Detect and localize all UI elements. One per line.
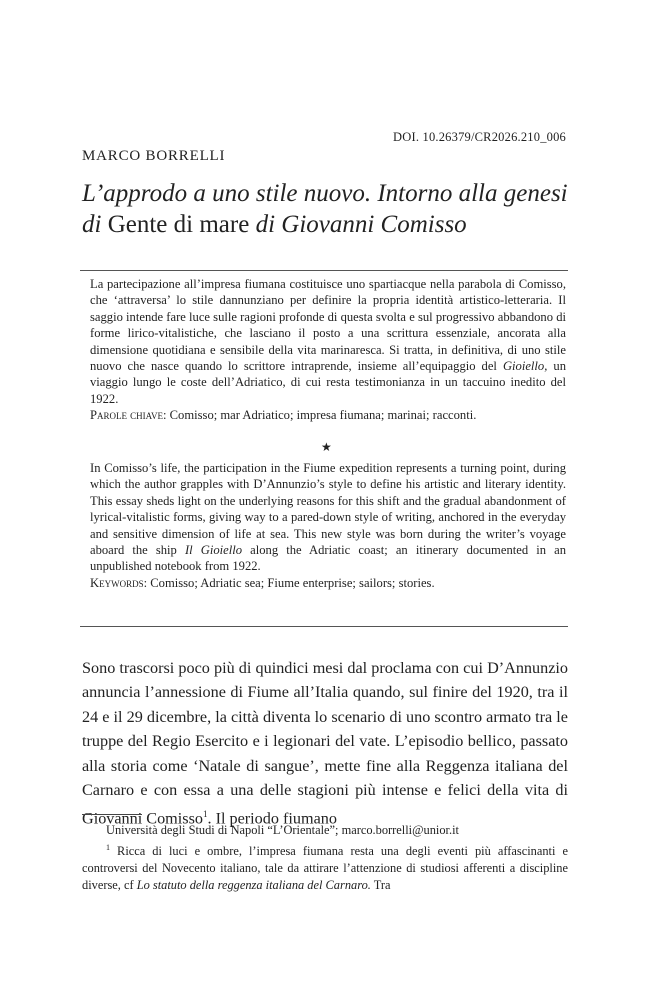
footnote-1-number: 1	[106, 843, 110, 852]
abstract-top-rule	[80, 270, 568, 271]
title-suffix: di Giovanni Comisso	[255, 211, 467, 238]
abstract-it-text: La partecipazione all’impresa fiumana costituisce uno spartiacque nella parabola di Comisso, che ‘attraversa’ lo stile dannunziano per definire la propria identità artistico-letteraria. Il saggio intende fare luce sulle ragioni profonde di questa svolta e sul progressivo abbandono di forme lirico-vitalistiche, che lasciano il posto a una scrittura essenziale, ancorata alla dimensione quotidiana e sensibile della vita marinaresca. Si tratta, in definitiva, di uno stile nuovo che nasce quando lo scrittore intraprende, insieme all’equipaggio del	[90, 277, 566, 374]
title-prefix: di	[82, 211, 102, 238]
article-title	[82, 178, 572, 240]
abstract-it-text-end: un viaggio lungo le coste dell’Adriatico, di cui resta testimonianza in un taccuino inedito del 1922.	[90, 359, 566, 406]
abstract-en-text-end: along the Adriatic coast; an itinerary documented in an unpublished notebook from 1922.	[90, 543, 567, 574]
footnote-1	[82, 839, 568, 894]
abstract-it-ship: Gioiello,	[502, 359, 548, 374]
footnote-1-text: Ricca di luci e ombre, l’impresa fiumana resta una degli eventi più affascinanti e controversi del Novecento italiano, tale da attirare l’attenzione di studiosi afferenti a discipline diverse, cf	[82, 844, 568, 893]
keywords-label-it: Parole chiave:	[90, 408, 167, 423]
affiliation-note: Università degli Studi di Napoli “L’Orientale”; marco.borrelli@unior.it	[106, 823, 459, 837]
author-name: MARCO BORRELLI	[82, 148, 226, 164]
footnotes	[82, 822, 568, 894]
keywords-en: Comisso; Adriatic sea; Fiume enterprise; sailors; stories.	[147, 575, 435, 590]
doi: DOI. 10.26379/CR2026.210_006	[393, 130, 566, 144]
footnote-ref-1: 1	[202, 809, 208, 820]
abstract-italian	[90, 276, 566, 424]
body-text-end: . Il periodo fiumano	[207, 809, 337, 828]
separator-star: ★	[321, 440, 332, 454]
abstract-en-text: In Comisso’s life, the participation in the Fiume expedition represents a turning point, during which the author grapples with D’Annunzio’s style to define his artistic and literary identity. This essay sheds light on the underlying reasons for this shift and the gradual abandonment of lyrical-vitalistic forms, giving way to a pared-down style of writing, anchored in the everyday and sensitive dimension of life at sea. This new style was born during the writer’s voyage aboard the ship	[90, 461, 566, 558]
abstract-en-ship: Il Gioiello	[184, 543, 243, 558]
body-text: Sono trascorsi poco più di quindici mesi dal proclama con cui D’Annunzio annuncia l’annessione di Fiume all’Italia quando, sul finire del 1920, tra il 24 e il 29 dicembre, la città diventa lo scenario di uno scontro armato tra le truppe del Regio Esercito e i legionari del vate. L’episodio bellico, passato alla storia come ‘Natale di sangue’, mette fine alla Reggenza italiana del Carnaro e con essa a una delle stagioni più intense e felici della vita di Giovanni Comisso	[82, 659, 568, 828]
keywords-it: Comisso; mar Adriatico; impresa fiumana; marinai; racconti.	[166, 408, 477, 423]
title-work-name: Gente di mare	[107, 211, 250, 238]
abstract-english	[90, 460, 566, 591]
title-line-1: L’approdo a uno stile nuovo. Intorno alla genesi	[82, 180, 568, 207]
abstract-bottom-rule	[80, 626, 568, 627]
keywords-label-en: Keywords:	[90, 575, 148, 590]
footnote-1-title: Lo statuto della reggenza italiana del Carnaro.	[136, 878, 371, 893]
body-paragraph	[82, 656, 568, 831]
footnote-1-tail: Tra	[370, 878, 391, 893]
footnote-rule	[82, 814, 142, 815]
